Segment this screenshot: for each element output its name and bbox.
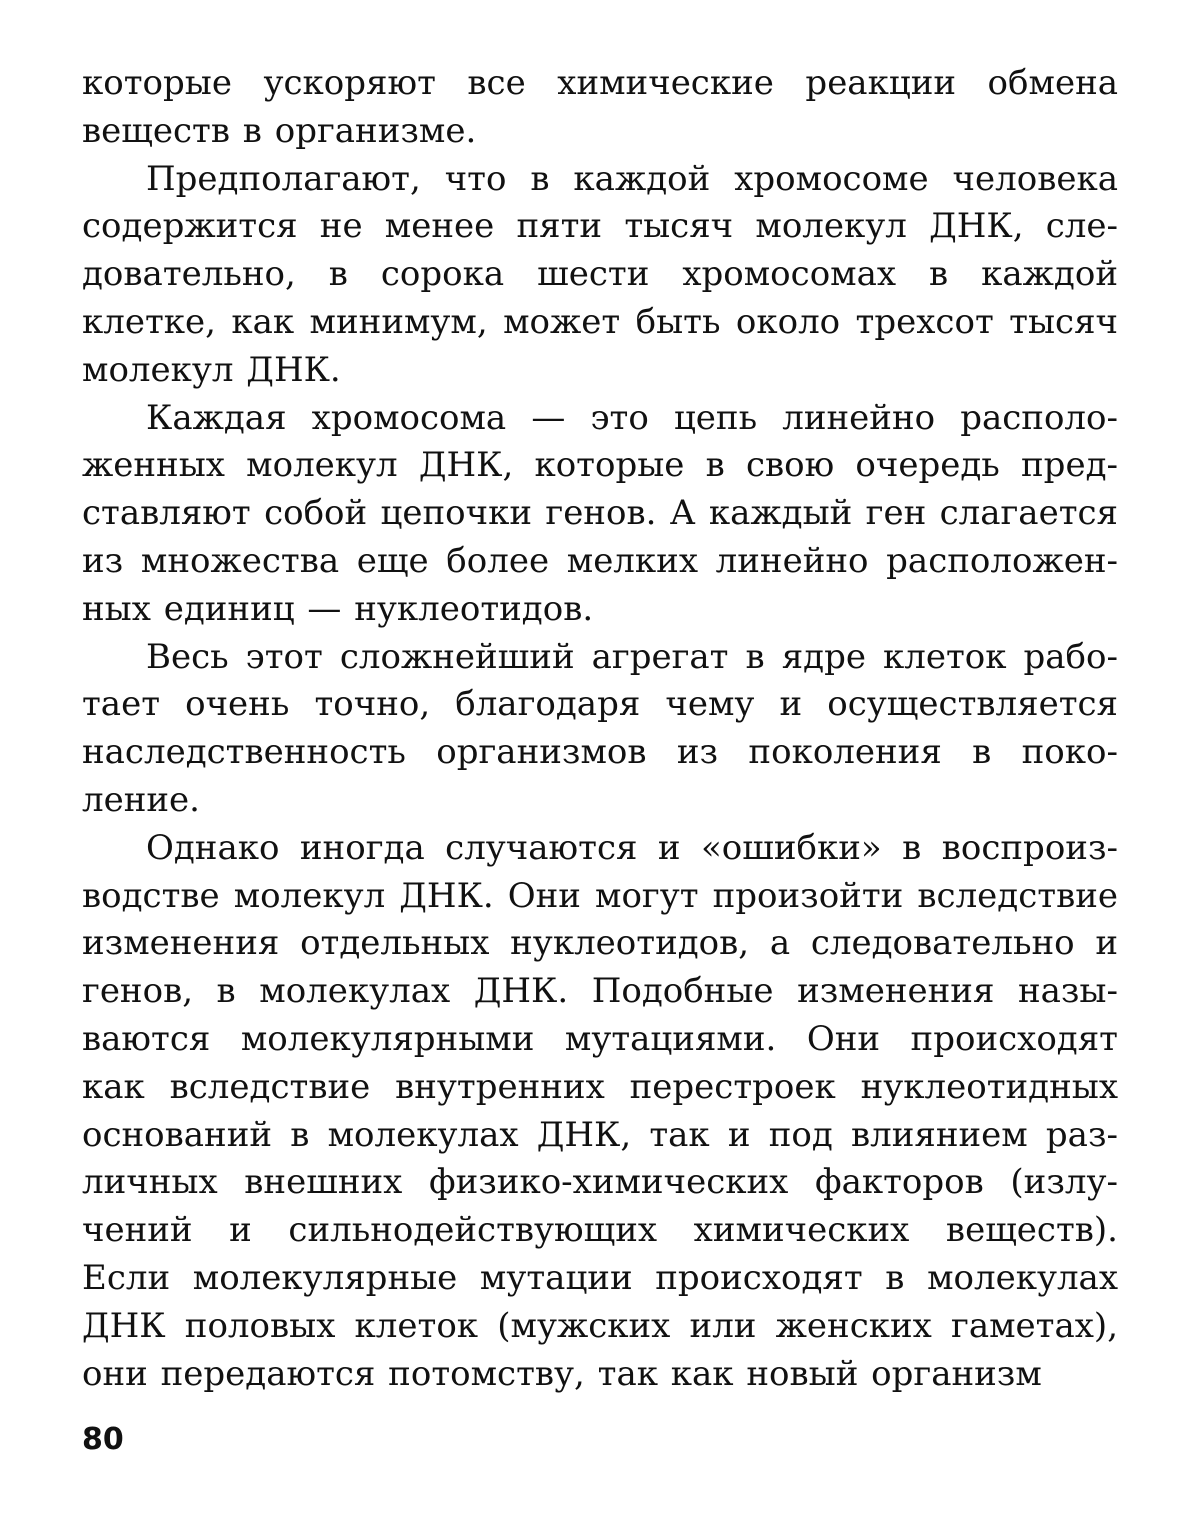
page-number: 80	[82, 1422, 124, 1457]
paragraph-heredity: Весь этот сложнейший агрегат в ядре клеток работает очень точно, благодаря чему и осуществляется наследственность организмов из поколения в поколение.	[82, 636, 1118, 820]
paragraph-chromosome-structure: Каждая хромосома — это цепь линейно расположенных молекул ДНК, которые в свою очередь представляют собой цепочки генов. А каждый ген слагается из множества еще более мелких линейно расположенных единиц — нуклеотидов.	[82, 397, 1118, 629]
paragraph-mutations: Однако иногда случаются и «ошибки» в воспроизводстве молекул ДНК. Они могут произойти вследствие изменения отдельных нуклеотидов, а следовательно и генов, в молекулах ДНК. Подобные изменения называются молекулярными мутациями. Они происходят как вследствие внутренних перестроек нуклеотидных оснований в молекулах ДНК, так и под влиянием различных внешних физико-химических факторов (излучений и сильнодействующих химических веществ). Если молекулярные мутации происходят в молекулах ДНК половых клеток (мужских или женских гаметах), они передаются потомству, так как новый организм	[82, 827, 1118, 1394]
page-body	[82, 60, 1118, 1398]
paragraph-continuation: которые ускоряют все химические реакции обмена веществ в организме.	[82, 63, 1118, 151]
paragraph-dna-count: Предполагают, что в каждой хромосоме человека содержится не менее пяти тысяч молекул ДНК, следовательно, в сорока шести хромосомах в каждой клетке, как минимум, может быть около трехсот тысяч молекул ДНК.	[82, 158, 1118, 390]
